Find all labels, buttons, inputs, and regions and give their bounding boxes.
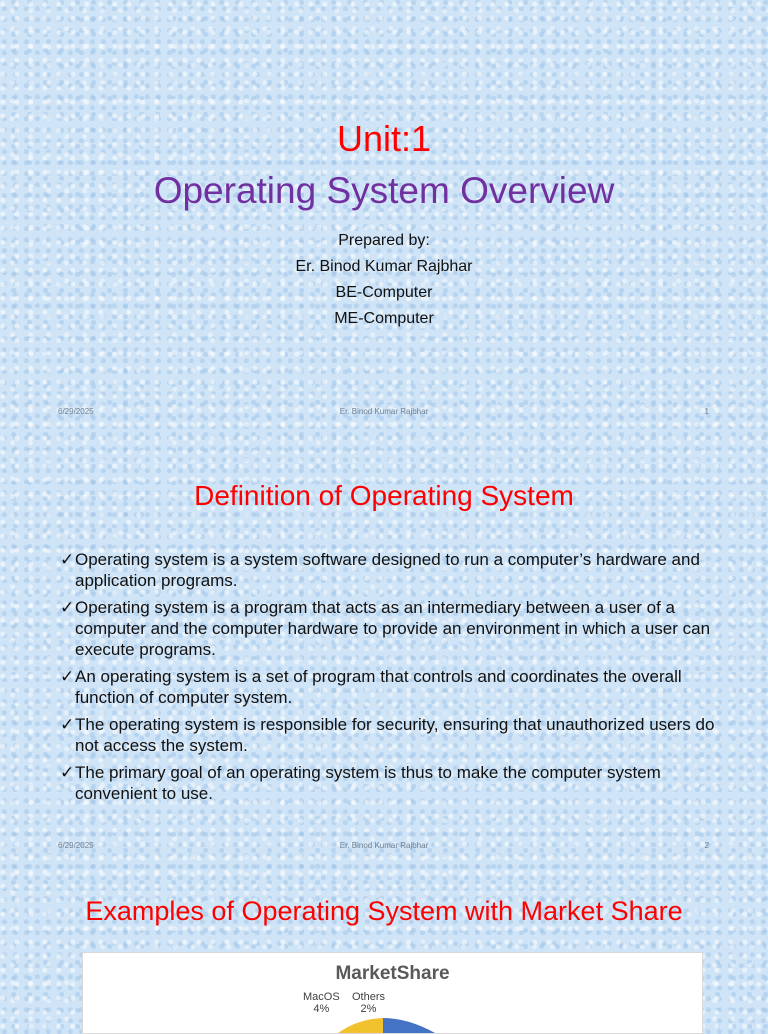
list-item: ✓ Operating system is a program that acts as an intermediary between a user of a computer and the computer hardware to provide an environment in which a user can execute programs. bbox=[60, 598, 711, 659]
footer-author: Er. Binod Kumar Rajbhar bbox=[339, 407, 429, 416]
list-item: ✓ The operating system is responsible for security, ensuring that unauthorized users do not access the system. bbox=[60, 715, 715, 755]
list-item: ✓ Operating system is a system software designed to run a computer’s hardware and application programs. bbox=[60, 550, 700, 590]
pie-category-label: Others bbox=[352, 991, 386, 1003]
pie-slice-macos bbox=[338, 1018, 383, 1033]
footer-page-number: 2 bbox=[704, 841, 709, 850]
footer-date: 6/29/2025 bbox=[58, 841, 94, 850]
footer-page-number: 1 bbox=[704, 407, 709, 416]
pie-slice-others bbox=[383, 1018, 435, 1033]
checkmark-icon: ✓ bbox=[60, 598, 75, 617]
definition-title: Definition of Operating System bbox=[194, 480, 574, 511]
market-share-chart bbox=[82, 952, 703, 1034]
list-item: ✓ The primary goal of an operating system is thus to make the computer system convenient to use. bbox=[60, 763, 661, 803]
prepared-by-label: Prepared by: bbox=[338, 232, 430, 249]
footer-date: 6/29/2025 bbox=[58, 407, 94, 416]
checkmark-icon: ✓ bbox=[60, 763, 75, 782]
checkmark-icon: ✓ bbox=[60, 667, 75, 686]
examples-title: Examples of Operating System with Market Share bbox=[85, 896, 683, 926]
pie-value-label: 4% bbox=[313, 1003, 330, 1015]
prepared-by-block bbox=[0, 228, 768, 332]
pie-value-label: 2% bbox=[360, 1003, 377, 1015]
chart-title: MarketShare bbox=[335, 963, 450, 984]
pie-category-label: MacOS bbox=[303, 991, 340, 1003]
presentation-title: Operating System Overview bbox=[153, 170, 615, 211]
checkmark-icon: ✓ bbox=[60, 715, 75, 734]
list-item: ✓ An operating system is a set of program that controls and coordinates the overall function of computer system. bbox=[60, 667, 682, 707]
pie-svg bbox=[83, 953, 702, 1033]
author-name: Er. Binod Kumar Rajbhar bbox=[295, 258, 473, 275]
unit-title: Unit:1 bbox=[336, 118, 432, 159]
degree-me: ME-Computer bbox=[334, 310, 434, 327]
degree-be: BE-Computer bbox=[335, 284, 433, 301]
checkmark-icon: ✓ bbox=[60, 550, 75, 569]
footer-author: Er. Binod Kumar Rajbhar bbox=[339, 841, 429, 850]
definition-list bbox=[60, 549, 720, 810]
